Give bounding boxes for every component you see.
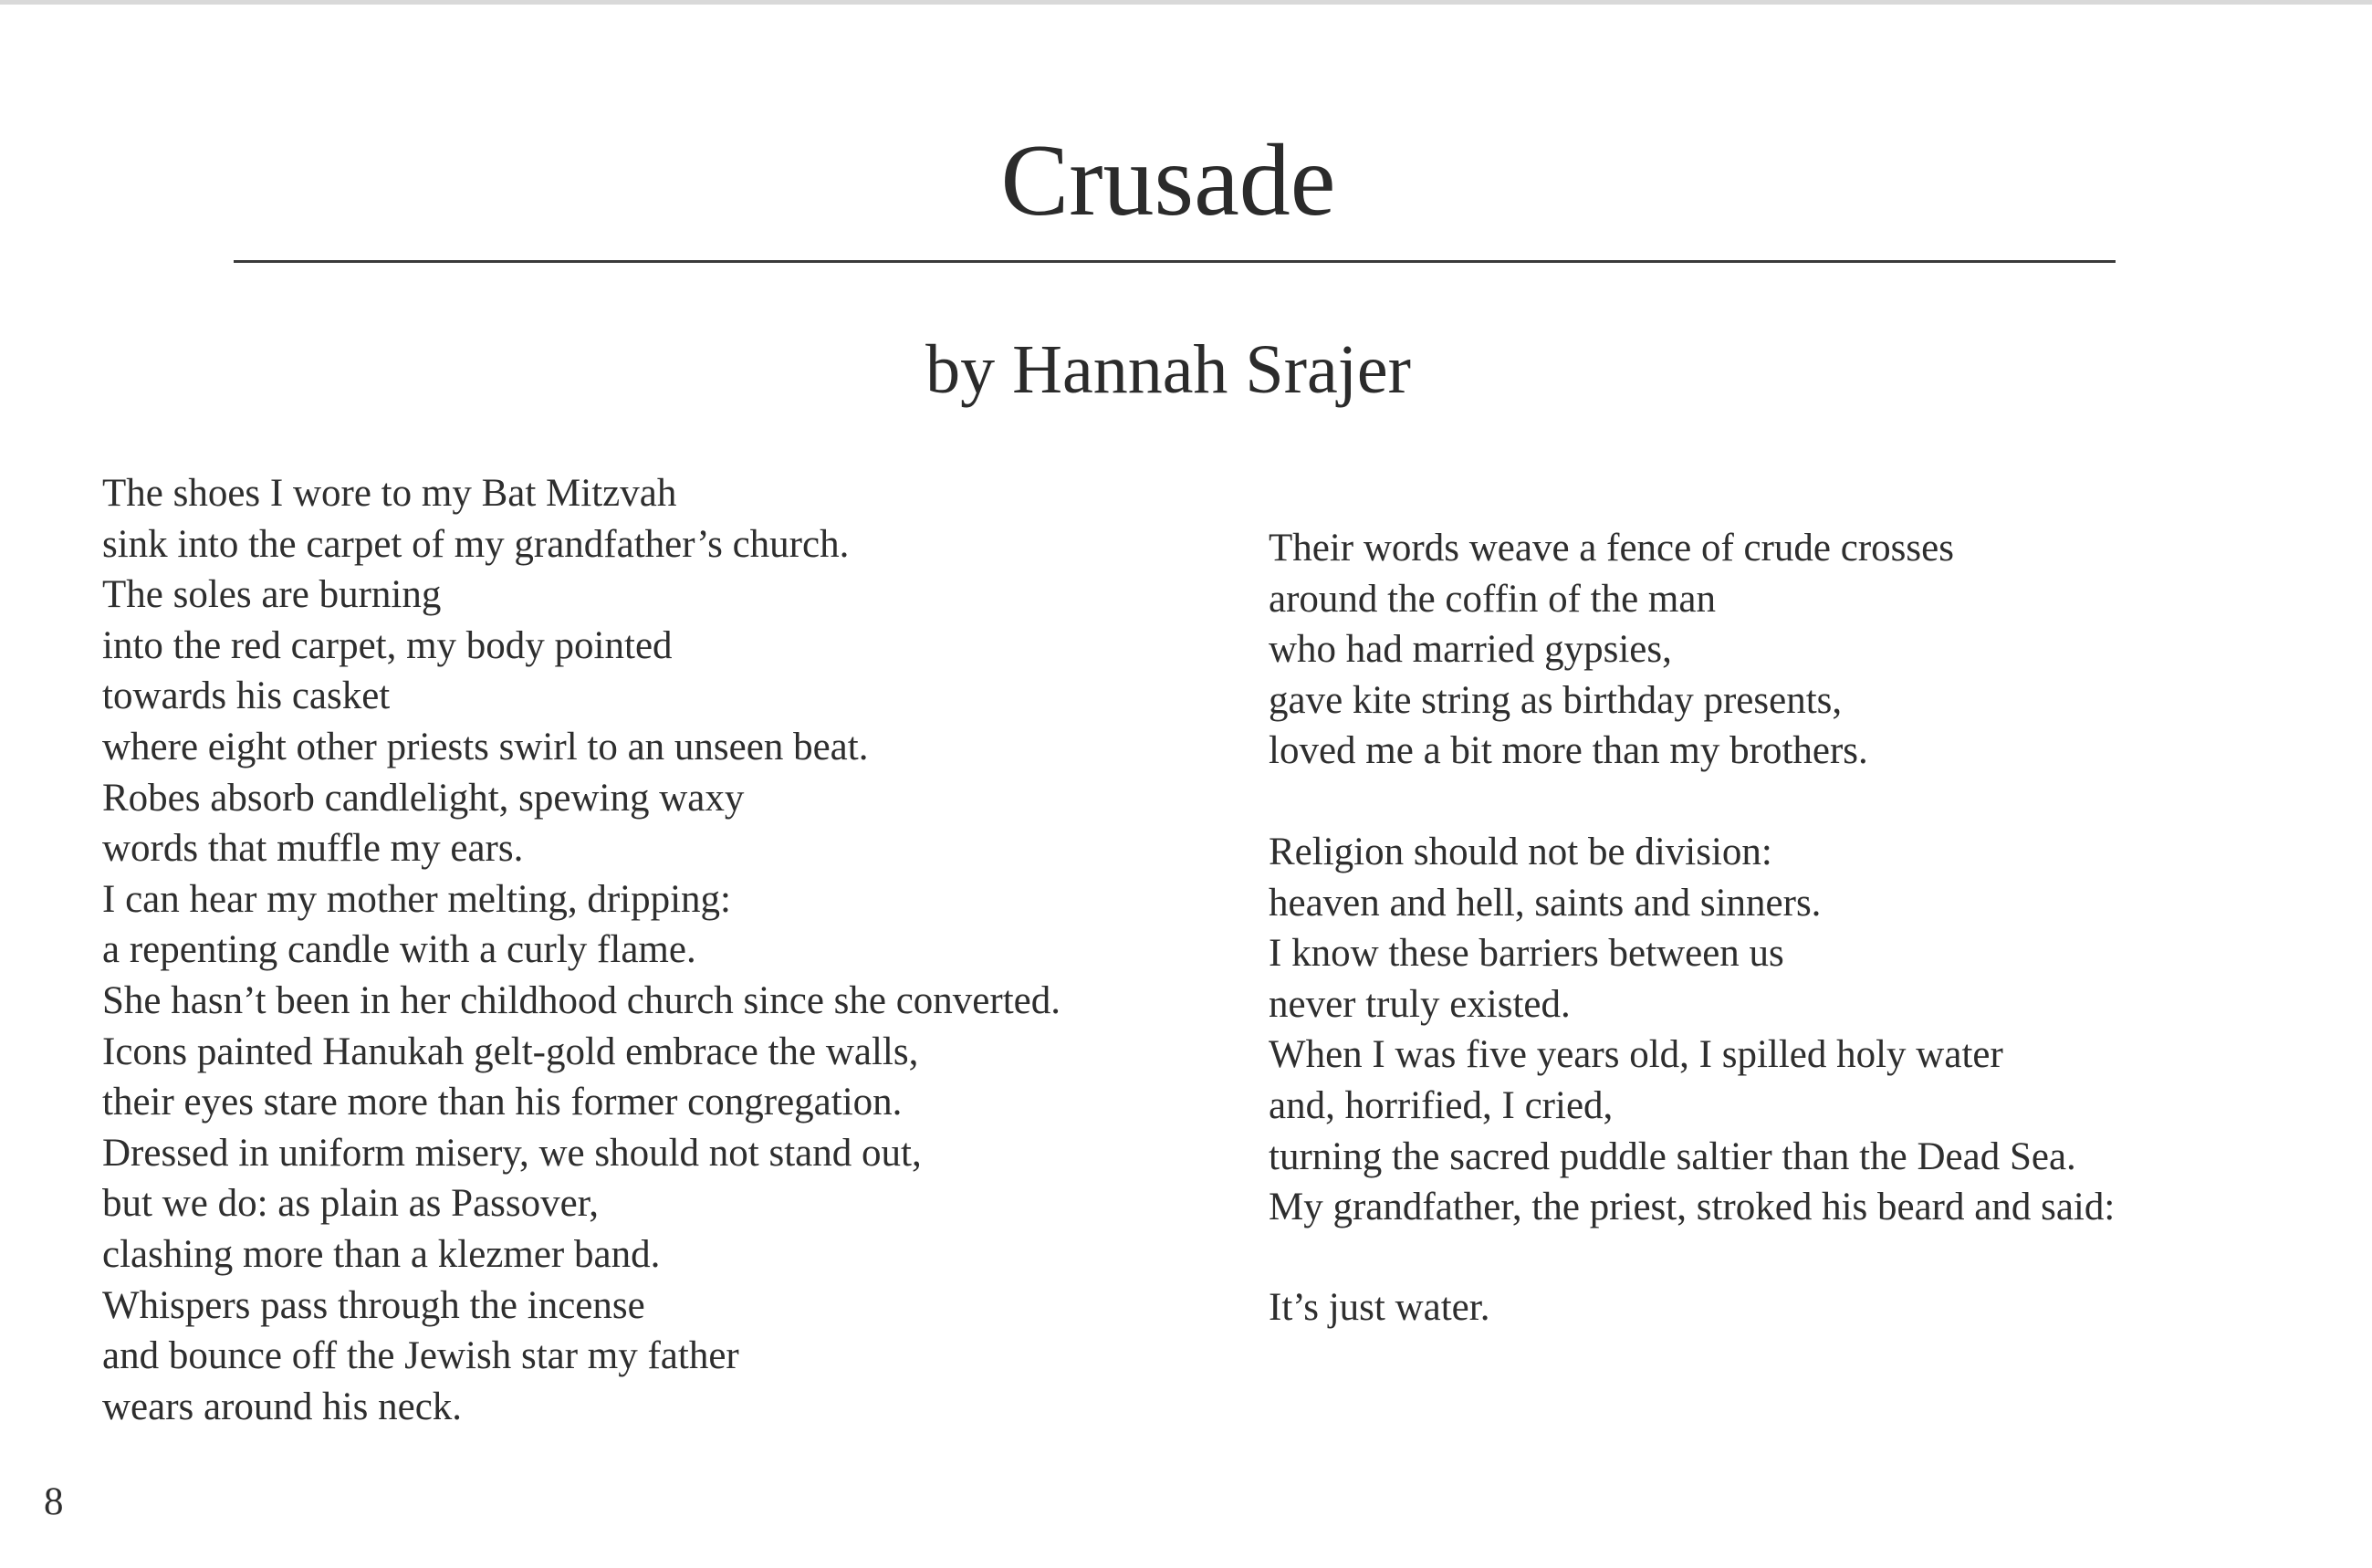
poem-line: where eight other priests swirl to an unseen beat. — [102, 725, 869, 768]
poem-left-column — [102, 468, 1061, 1432]
poem-line: The shoes I wore to my Bat Mitzvah — [102, 472, 677, 515]
poem-line: a repenting candle with a curly flame. — [102, 928, 696, 972]
poem-line: The soles are burning — [102, 573, 442, 617]
poem-line: She hasn’t been in her childhood church since she converted. — [102, 978, 1061, 1022]
poem-line: Their words weave a fence of crude crosses — [1269, 527, 1954, 570]
poem-line: around the coffin of the man — [1269, 577, 1716, 621]
poem-right-stanza-1 — [1269, 523, 1954, 777]
poem-line: Icons painted Hanukah gelt-gold embrace the walls, — [102, 1030, 919, 1073]
poem-line: gave kite string as birthday presents, — [1269, 678, 1843, 722]
poem-line: towards his casket — [102, 674, 391, 718]
poem-line: When I was five years old, I spilled holy water — [1269, 1033, 2003, 1077]
poem-line: into the red carpet, my body pointed — [102, 623, 673, 667]
poem-right-stanza-3 — [1269, 1282, 1489, 1333]
poem-line: I can hear my mother melting, dripping: — [102, 877, 732, 921]
poem-line: but we do: as plain as Passover, — [102, 1182, 600, 1226]
poem-line: It’s just water. — [1269, 1286, 1490, 1329]
poem-line: words that muffle my ears. — [102, 827, 524, 871]
poem-line: I know these barriers between us — [1269, 932, 1784, 976]
poem-line: turning the sacred puddle saltier than the Dead Sea. — [1269, 1134, 2076, 1178]
poem-line: Whispers pass through the incense — [102, 1283, 645, 1327]
poem-line: My grandfather, the priest, stroked his beard and said: — [1269, 1186, 2116, 1229]
poem-title: Crusade — [1000, 124, 1336, 237]
poem-line: who had married gypsies, — [1269, 628, 1672, 672]
poem-line: loved me a bit more than my brothers. — [1269, 729, 1868, 773]
poem-line: their eyes stare more than his former congregation. — [102, 1081, 903, 1124]
poem-line: Religion should not be division: — [1269, 831, 1772, 873]
page-top-edge — [0, 0, 2372, 5]
poem-line: clashing more than a klezmer band. — [102, 1232, 661, 1276]
poem-line: wears around his neck. — [102, 1385, 463, 1428]
poem-line: and, horrified, I cried, — [1269, 1083, 1614, 1127]
title-divider — [234, 260, 2116, 263]
poem-line: Dressed in uniform misery, we should not stand out, — [102, 1131, 922, 1175]
poem-line: never truly existed. — [1269, 982, 1571, 1026]
poem-right-stanza-2 — [1269, 827, 2115, 1233]
poem-line: and bounce off the Jewish star my father — [102, 1334, 739, 1378]
poem-line: heaven and hell, saints and sinners. — [1269, 881, 1822, 925]
poem-line: Robes absorb candlelight, spewing waxy — [102, 776, 745, 820]
poem-byline: by Hannah Srajer — [925, 331, 1411, 408]
page-number: 8 — [44, 1480, 64, 1523]
poem-line: sink into the carpet of my grandfather’s church. — [102, 522, 850, 566]
